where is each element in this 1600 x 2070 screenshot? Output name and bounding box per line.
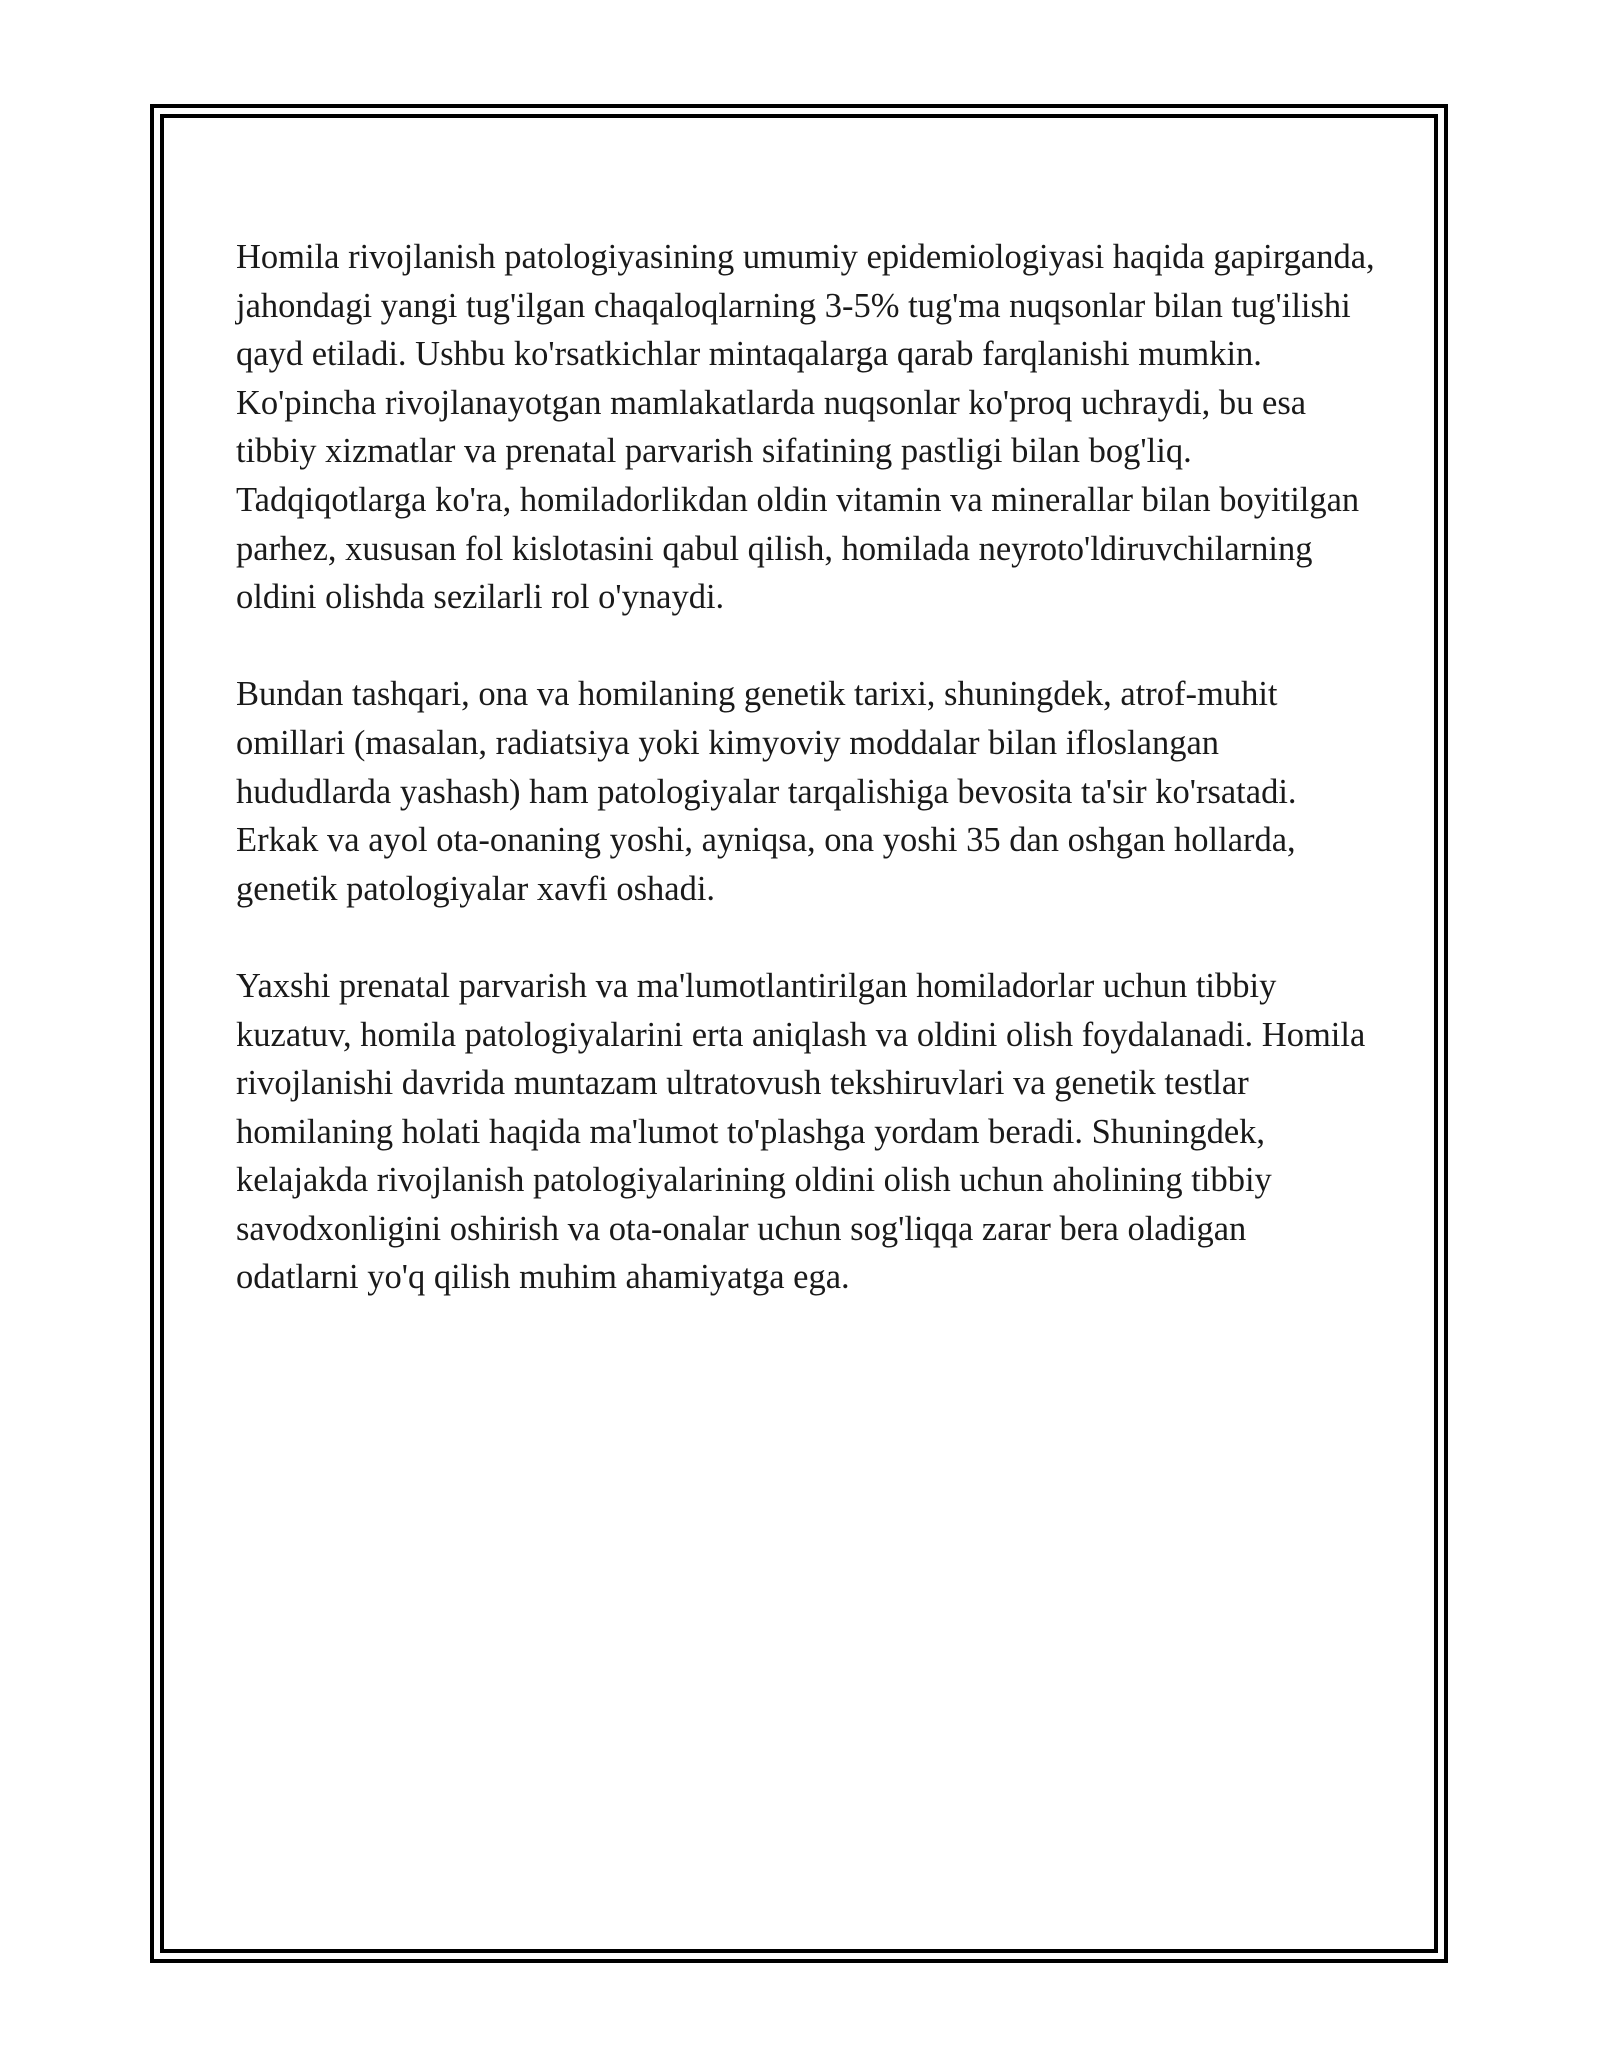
paragraph-3: Yaxshi prenatal parvarish va ma'lumotlantirilgan homiladorlar uchun tibbiy kuzatuv, homila patologiyalarini erta aniqlash va oldini olish foydalanadi. Homila rivojlanishi davrida muntazam ultratovush tekshiruvlari va genetik testlar homilaning holati haqida ma'lumot to'plashga yordam beradi. Shuningdek, kelajakda rivojlanish patologiyalarining oldini olish uchun aholining tibbiy savodxonligini oshirish va ota-onalar uchun sog'liqqa zarar bera oladigan odatlarni yo'q qilish muhim ahamiyatga ega. xyxy=(236,966,1366,1297)
paragraph-2: Bundan tashqari, ona va homilaning genetik tarixi, shuningdek, atrof-muhit omillari (masalan, radiatsiya yoki kimyoviy moddalar bilan ifloslangan hududlarda yashash) ham patologiyalar tarqalishiga bevosita ta'sir ko'rsatadi. Erkak va ayol ota-onaning yoshi, ayniqsa, ona yoshi 35 dan oshgan hollarda, genetik patologiyalar xavfi oshadi. xyxy=(236,675,1297,908)
document-body xyxy=(236,233,1376,1351)
paragraph-1: Homila rivojlanish patologiyasining umumiy epidemiologiyasi haqida gapirganda, jahondagi yangi tug'ilgan chaqaloqlarning 3-5% tug'ma nuqsonlar bilan tug'ilishi qayd etiladi. Ushbu ko'rsatkichlar mintaqalarga qarab farqlanishi mumkin. Ko'pincha rivojlanayotgan mamlakatlarda nuqsonlar ko'proq uchraydi, bu esa tibbiy xizmatlar va prenatal parvarish sifatining pastligi bilan bog'liq. Tadqiqotlarga ko'ra, homiladorlikdan oldin vitamin va minerallar bilan boyitilgan parhez, xususan fol kislotasini qabul qilish, homilada neyroto'ldiruvchilarning oldini olishda sezilarli rol o'ynaydi. xyxy=(236,238,1375,617)
